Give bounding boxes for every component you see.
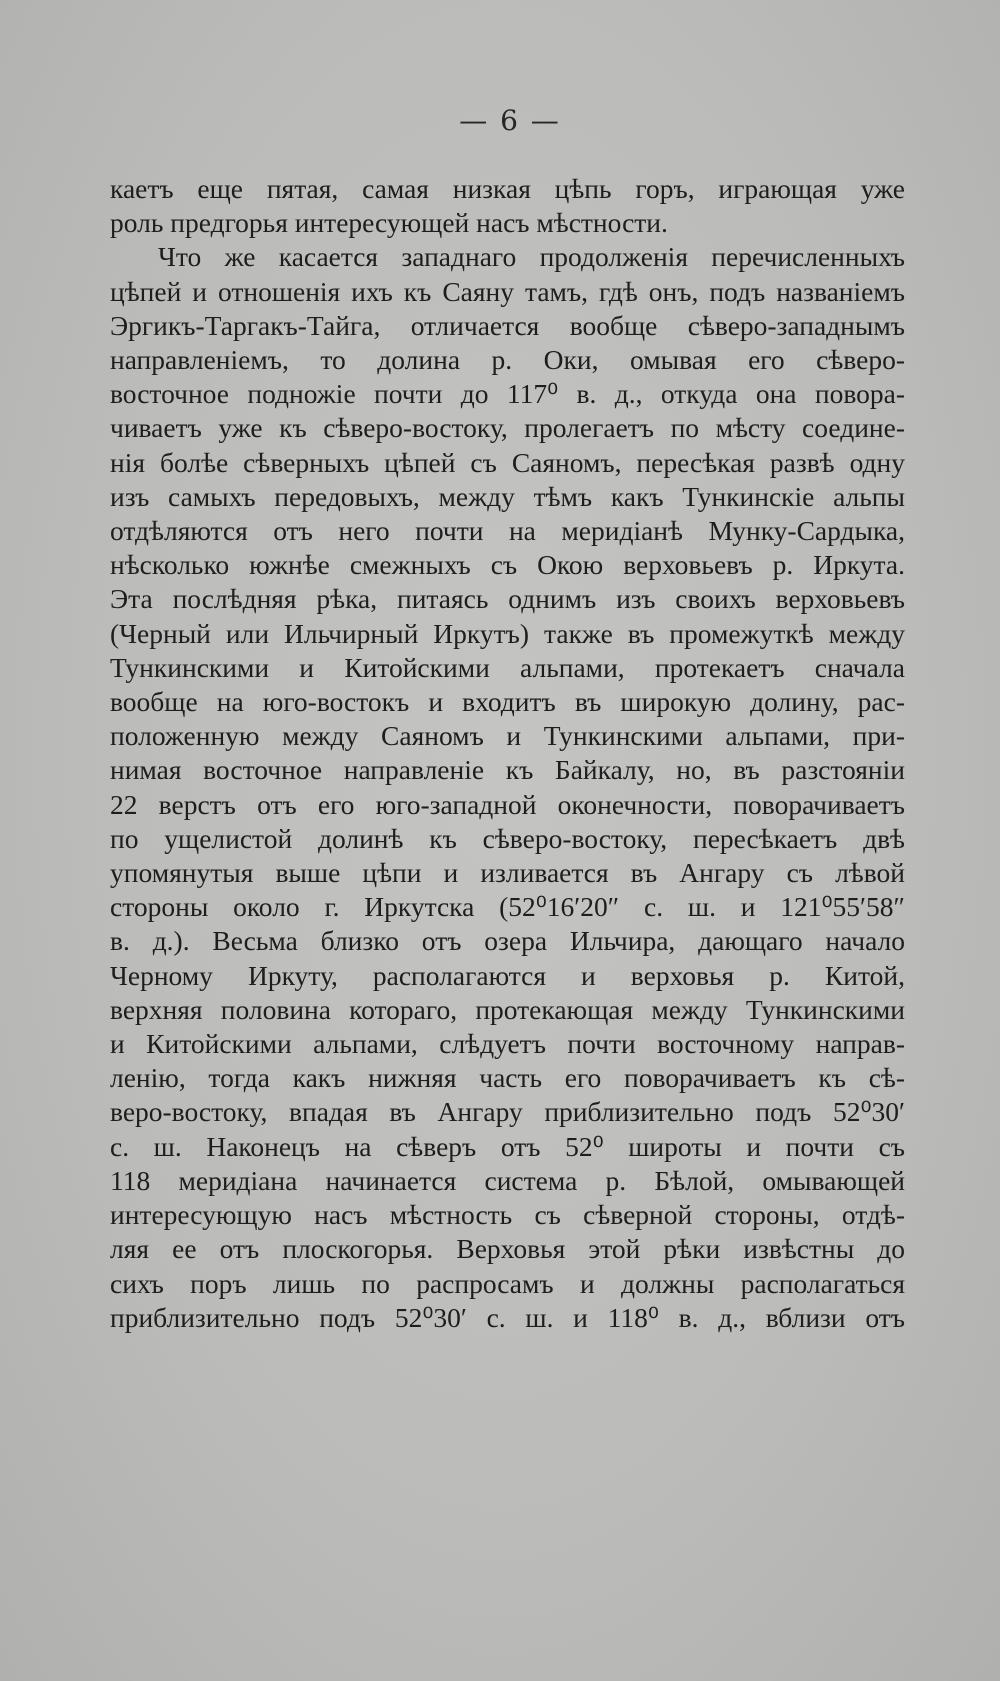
text-line: стороны около г. Иркутска (52⁰16′20″ с. ш. и 121⁰55′58″ bbox=[110, 891, 905, 923]
text-line: восточное подножіе почти до 117⁰ в. д., откуда она повора- bbox=[110, 378, 905, 410]
text-line: Черному Иркуту, располагаются и верховья р. Китой, bbox=[110, 959, 905, 991]
text-line: Тункинскими и Китойскими альпами, протекаетъ сначала bbox=[110, 651, 905, 683]
text-line: Эта послѣдняя рѣка, питаясь однимъ изъ своихъ верховьевъ bbox=[110, 583, 905, 615]
text-line: вообще на юго-востокъ и входитъ въ широкую долину, рас- bbox=[110, 686, 905, 718]
text-line: роль предгорья интересующей насъ мѣстности. bbox=[110, 207, 668, 239]
text-line: веро-востоку, впадая въ Ангару приблизительно подъ 52⁰30′ bbox=[110, 1096, 905, 1128]
text-line: положенную между Саяномъ и Тункинскими альпами, при- bbox=[110, 720, 905, 752]
text-line: нѣсколько южнѣе смежныхъ съ Окою верховьевъ р. Иркута. bbox=[110, 549, 905, 581]
text-line: нимая восточное направленіе къ Байкалу, но, въ разстояніи bbox=[110, 754, 905, 786]
text-line: по ущелистой долинѣ къ сѣверо-востоку, пересѣкаетъ двѣ bbox=[110, 822, 905, 854]
text-line: с. ш. Наконецъ на сѣверъ отъ 52⁰ широты и почти съ bbox=[110, 1130, 905, 1162]
text-line: сихъ поръ лишь по распросамъ и должны располагаться bbox=[110, 1267, 905, 1299]
text-line: цѣпей и отношенія ихъ къ Саяну тамъ, гдѣ онъ, подъ названіемъ bbox=[110, 275, 905, 307]
text-line: ляя ее отъ плоскогорья. Верховья этой рѣки извѣстны до bbox=[110, 1233, 905, 1265]
text-line: интересующую насъ мѣстность съ сѣверной стороны, отдѣ- bbox=[110, 1199, 905, 1231]
text-line: приблизительно подъ 52⁰30′ с. ш. и 118⁰ в. д., вблизи отъ bbox=[110, 1301, 905, 1333]
text-line: изъ самыхъ передовыхъ, между тѣмъ какъ Тункинскіе альпы bbox=[110, 480, 905, 512]
text-line: 22 верстъ отъ его юго-западной оконечности, поворачиваетъ bbox=[110, 788, 905, 820]
text-line: 118 меридіана начинается система р. Бѣлой, омывающей bbox=[110, 1164, 905, 1196]
body-text bbox=[110, 172, 905, 1335]
text-line: и Китойскими альпами, слѣдуетъ почти восточному направ- bbox=[110, 1028, 905, 1060]
text-line: в. д.). Весьма близко отъ озера Ильчира, дающаго начало bbox=[110, 925, 905, 957]
text-line: отдѣляются отъ него почти на меридіанѣ Мунку-Сардыка, bbox=[110, 515, 905, 547]
text-line: (Черный или Ильчирный Иркутъ) также въ промежуткѣ между bbox=[110, 617, 905, 649]
text-line: упомянутыя выше цѣпи и изливается въ Ангару съ лѣвой bbox=[110, 857, 905, 889]
text-line: Эргикъ-Таргакъ-Тайга, отличается вообще сѣверо-западнымъ bbox=[110, 309, 905, 341]
page-number: — 6 — bbox=[459, 104, 561, 137]
text-line: верхняя половина котораго, протекающая между Тункинскими bbox=[110, 993, 905, 1025]
text-line: ленію, тогда какъ нижняя часть его поворачиваетъ къ сѣ- bbox=[110, 1062, 905, 1094]
text-line: Что же касается западнаго продолженія перечисленныхъ bbox=[158, 241, 905, 273]
text-line: каетъ еще пятая, самая низкая цѣпь горъ, играющая уже bbox=[110, 173, 905, 204]
text-line: чиваетъ уже къ сѣверо-востоку, пролегаетъ по мѣсту соедине- bbox=[110, 412, 905, 444]
text-line: нія болѣе сѣверныхъ цѣпей съ Саяномъ, пересѣкая развѣ одну bbox=[110, 446, 905, 478]
text-line: направленіемъ, то долина р. Оки, омывая его сѣверо- bbox=[110, 344, 905, 376]
